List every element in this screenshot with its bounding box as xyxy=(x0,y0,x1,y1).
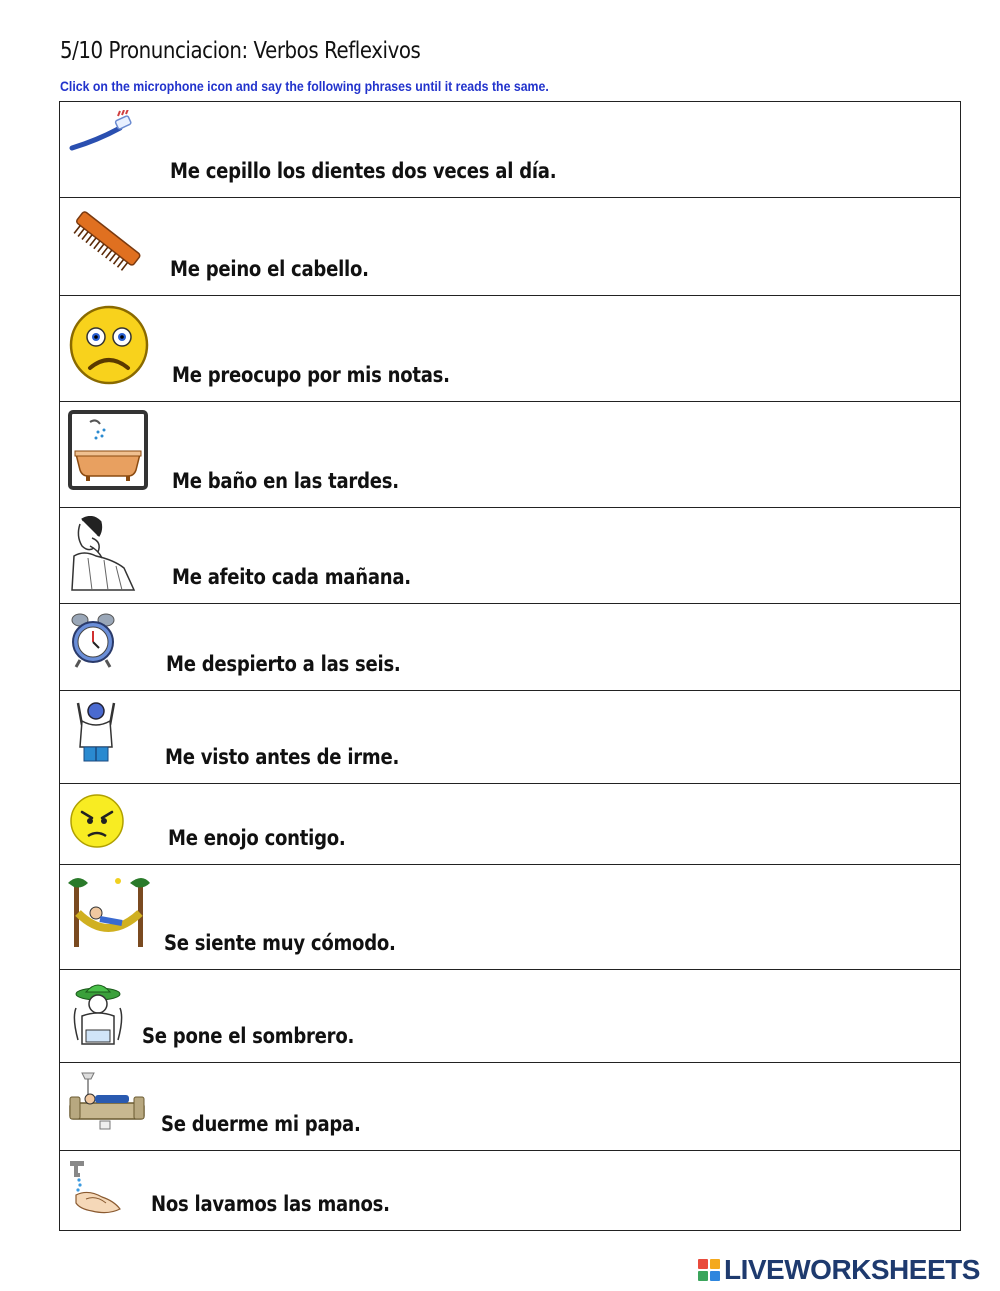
instruction-text: Click on the microphone icon and say the following phrases until it reads the same. xyxy=(60,78,549,94)
phrase-text: Me preocupo por mis notas. xyxy=(172,363,450,387)
table-row xyxy=(60,1063,960,1151)
phrase-text: Se duerme mi papa. xyxy=(161,1112,361,1136)
bathtub-icon xyxy=(68,410,148,490)
alarm-clock-icon xyxy=(68,612,118,670)
phrase-text: Me cepillo los dientes dos veces al día. xyxy=(170,159,557,183)
liveworksheets-logo xyxy=(698,1255,980,1285)
phrase-text: Me peino el cabello. xyxy=(170,257,369,281)
table-row xyxy=(60,402,960,508)
phrase-text: Me despierto a las seis. xyxy=(166,652,401,676)
table-row xyxy=(60,296,960,402)
phrase-text: Se siente muy cómodo. xyxy=(164,931,396,955)
table-row xyxy=(60,865,960,970)
table-row xyxy=(60,508,960,604)
hammock-icon xyxy=(68,873,150,951)
comb-icon xyxy=(68,206,143,276)
phrase-text: Me afeito cada mañana. xyxy=(172,565,411,589)
toothbrush-icon xyxy=(68,110,138,160)
sleeping-sofa-icon xyxy=(68,1071,148,1133)
brand-name: LIVEWORKSHEETS xyxy=(724,1254,980,1285)
hat-person-icon xyxy=(68,978,130,1048)
phrase-text: Nos lavamos las manos. xyxy=(151,1192,390,1216)
table-row xyxy=(60,784,960,865)
table-row xyxy=(60,1151,960,1230)
angry-face-icon xyxy=(68,792,126,850)
phrase-text: Me visto antes de irme. xyxy=(165,745,400,769)
table-row xyxy=(60,970,960,1063)
phrase-text: Se pone el sombrero. xyxy=(142,1024,355,1048)
worried-face-icon xyxy=(68,304,150,386)
table-row xyxy=(60,691,960,784)
table-row xyxy=(60,198,960,296)
table-row xyxy=(60,604,960,691)
page-title: 5/10 Pronunciacion: Verbos Reflexivos xyxy=(60,38,421,64)
phrase-text: Me enojo contigo. xyxy=(168,826,346,850)
dressing-person-icon xyxy=(68,699,128,767)
handwashing-icon xyxy=(68,1159,124,1217)
table-row xyxy=(60,102,960,198)
shaving-man-icon xyxy=(68,516,143,591)
phrase-table xyxy=(59,101,961,1231)
logo-mark xyxy=(698,1259,720,1281)
phrase-text: Me baño en las tardes. xyxy=(172,469,399,493)
